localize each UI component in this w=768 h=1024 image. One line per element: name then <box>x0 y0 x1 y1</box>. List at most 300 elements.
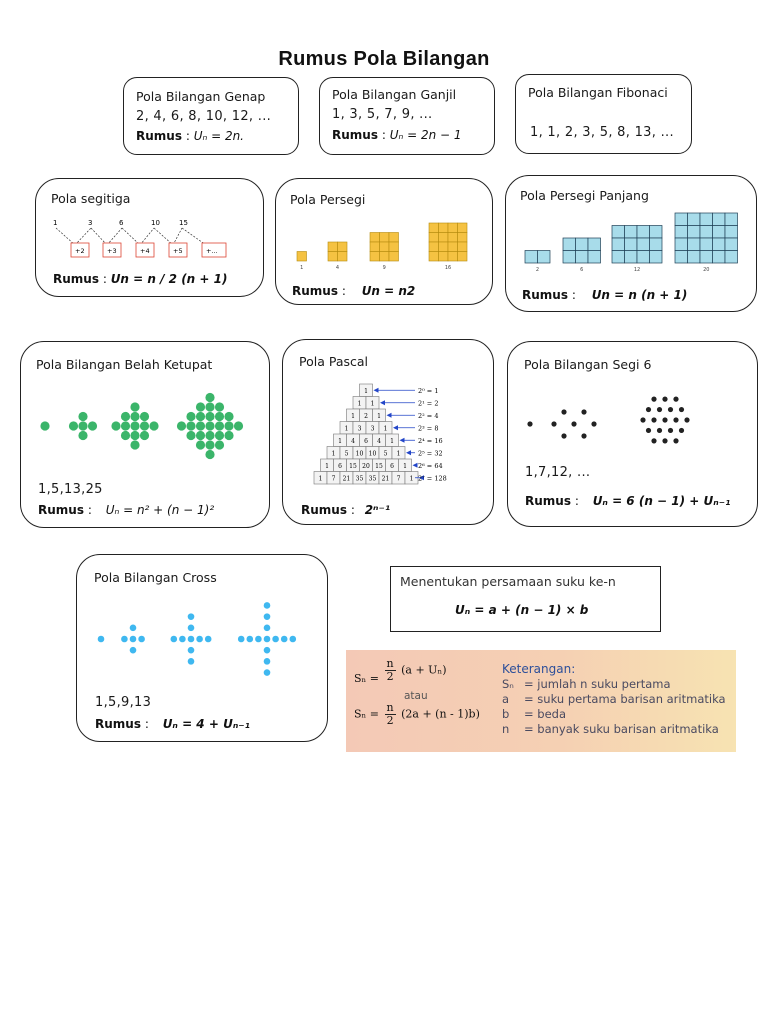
square-cell <box>448 242 458 252</box>
cross-dot <box>188 636 195 643</box>
pascal-row-sum: 2⁶ = 64 <box>418 462 443 470</box>
hex-dot <box>657 407 662 412</box>
ketupat-dot <box>186 412 195 421</box>
rect-cell <box>563 251 576 264</box>
step-label: +3 <box>107 247 117 255</box>
hex-dot <box>571 421 576 426</box>
item-symbol: a <box>502 692 510 706</box>
rect-cell <box>650 251 663 264</box>
pascal-value: 7 <box>331 475 336 483</box>
square-value: 16 <box>444 265 452 271</box>
card-persegi-panjang <box>505 175 757 312</box>
pascal-value: 4 <box>351 438 355 445</box>
rect-cell <box>563 238 576 251</box>
ketupat-dot <box>130 440 139 449</box>
ketupat-dot <box>130 402 139 411</box>
square-cell <box>448 252 458 262</box>
rect-cell <box>625 238 638 251</box>
card-persegi-panjang-label: Pola Persegi Panjang <box>520 188 649 203</box>
pascal-value: 1 <box>344 425 349 433</box>
persegi-panjang-diagram <box>523 212 743 274</box>
formula-sn-2 <box>354 702 480 727</box>
hex-dot <box>679 428 684 433</box>
card-segitiga-formula <box>53 272 227 286</box>
step-label: +2 <box>75 247 85 255</box>
rumus-colon: : <box>102 272 107 286</box>
pascal-value: 1 <box>357 400 362 408</box>
card-ketupat-label: Pola Bilangan Belah Ketupat <box>36 357 213 372</box>
rumus-label: Rumus <box>95 717 141 731</box>
pascal-value: 35 <box>368 475 377 483</box>
item-desc: = beda <box>524 707 567 721</box>
rect-cell <box>576 251 589 264</box>
card-persegi-panjang-formula <box>522 288 687 302</box>
formula-text: Uₙ = a + (n − 1) × b <box>455 603 589 617</box>
square-cell <box>389 252 399 262</box>
jumlah-formula-block <box>352 658 492 746</box>
ketupat-dot <box>140 421 149 430</box>
square-cell <box>370 233 380 243</box>
cross-dot <box>281 636 288 643</box>
card-fibonaci-label: Pola Bilangan Fibonaci <box>528 85 668 100</box>
rect-cell <box>713 226 726 239</box>
card-fibonaci-sequence: 1, 1, 2, 3, 5, 8, 13, ... <box>530 125 674 140</box>
pascal-value: 5 <box>344 450 349 458</box>
formula-sn-1 <box>354 658 447 683</box>
pascal-arrowhead <box>400 438 405 443</box>
rect-cell <box>700 226 713 239</box>
square-value: 1 <box>300 265 304 271</box>
keterangan-item <box>502 722 726 737</box>
rect-value: 12 <box>633 267 641 273</box>
pascal-formula-clip <box>299 501 419 515</box>
rect-cell <box>625 251 638 264</box>
card-pascal-label: Pola Pascal <box>299 354 369 369</box>
pascal-value: 10 <box>368 450 377 458</box>
ketupat-dot <box>205 440 214 449</box>
square-cell <box>458 233 468 243</box>
hex-dot <box>591 421 596 426</box>
rect-cell <box>700 251 713 264</box>
cross-dot <box>138 636 145 643</box>
hex-dot <box>561 433 566 438</box>
pascal-value: 1 <box>370 400 375 408</box>
hex-dot <box>684 417 689 422</box>
ketupat-dot <box>224 431 233 440</box>
ketupat-dot <box>205 450 214 459</box>
square-cell <box>389 242 399 252</box>
cross-dot <box>130 636 137 643</box>
ketupat-dot <box>196 402 205 411</box>
persamaan-formula <box>455 603 588 617</box>
pascal-value: 1 <box>338 438 342 445</box>
rumus-colon: : <box>87 503 92 517</box>
ketupat-dot <box>177 421 186 430</box>
frac-num: n <box>386 657 394 670</box>
rect-cell <box>688 226 701 239</box>
square-cell <box>429 223 439 233</box>
pascal-row-sum: 2⁵ = 32 <box>418 449 443 458</box>
formula-text: Uₙ = 2n. <box>193 129 244 143</box>
card-persegi-label: Pola Persegi <box>290 192 366 207</box>
pascal-value: 21 <box>381 475 390 483</box>
rect-cell <box>538 251 551 264</box>
ketupat-dot <box>205 421 214 430</box>
frac-den: 2 <box>386 670 394 683</box>
rect-cell <box>700 213 713 226</box>
pascal-row-sum: 2⁷ = 128 <box>418 474 447 483</box>
hex-dot <box>640 417 645 422</box>
item-desc: = banyak suku barisan aritmatika <box>524 722 719 736</box>
top-number: 3 <box>88 219 93 227</box>
hex-dot <box>581 409 586 414</box>
item-symbol: b <box>502 707 510 721</box>
pascal-value: 35 <box>355 475 364 483</box>
ketupat-dot <box>205 431 214 440</box>
square-cell <box>439 242 449 252</box>
hex-dot <box>646 428 651 433</box>
card-persegi <box>275 178 493 305</box>
rect-cell <box>637 251 650 264</box>
item-desc: = jumlah n suku pertama <box>524 677 671 691</box>
step-label: +4 <box>140 247 150 255</box>
rect-value: 20 <box>703 267 710 273</box>
square-cell <box>429 242 439 252</box>
keterangan-item <box>502 707 726 722</box>
sn-label: Sₙ = <box>354 671 380 685</box>
square-cell <box>448 223 458 233</box>
keterangan-item <box>502 692 726 707</box>
ketupat-dot <box>130 421 139 430</box>
card-pascal <box>282 339 494 525</box>
segi6-diagram <box>522 384 744 460</box>
cross-dot <box>205 636 212 643</box>
step-label: +... <box>206 247 218 255</box>
ketupat-dot <box>130 431 139 440</box>
hex-dot <box>662 397 667 402</box>
pascal-value: 15 <box>375 463 383 470</box>
card-ketupat-sequence: 1,5,13,25 <box>38 482 103 497</box>
pascal-value: 7 <box>396 475 401 483</box>
segitiga-diagram <box>48 215 253 267</box>
hex-dot <box>651 438 656 443</box>
pascal-value: 1 <box>325 463 329 470</box>
hex-dot <box>668 407 673 412</box>
rumus-colon: : <box>144 717 149 731</box>
rect-cell <box>725 238 738 251</box>
rect-value: 2 <box>535 267 540 273</box>
formula-text: Un = n (n + 1) <box>591 288 688 302</box>
card-segi6-sequence: 1,7,12, ... <box>525 465 591 480</box>
cross-dot <box>121 636 128 643</box>
ketupat-dot <box>88 421 97 430</box>
formula-text: Uₙ = 6 (n − 1) + Uₙ₋₁ <box>592 494 731 508</box>
card-fibonaci <box>515 74 692 154</box>
card-ganjil-formula <box>332 128 462 142</box>
square-cell <box>338 242 348 252</box>
rumus-colon: : <box>574 494 579 508</box>
square-cell <box>338 252 348 262</box>
pascal-value: 1 <box>318 475 323 483</box>
ketupat-dot <box>196 412 205 421</box>
rumus-label: Rumus <box>53 272 99 286</box>
pascal-value: 6 <box>364 438 368 445</box>
keterangan-heading: Keterangan: <box>502 662 576 676</box>
square-cell <box>429 252 439 262</box>
ketupat-dot <box>69 421 78 430</box>
zigzag-line <box>122 228 140 245</box>
rect-cell <box>688 251 701 264</box>
pascal-row-sum: 2¹ = 2 <box>418 399 439 408</box>
pascal-arrowhead <box>413 463 418 468</box>
rect-cell <box>675 238 688 251</box>
pascal-value: 1 <box>351 413 355 420</box>
card-ganjil-label: Pola Bilangan Ganjil <box>332 87 457 102</box>
hex-dot <box>679 407 684 412</box>
card-segitiga-label: Pola segitiga <box>51 191 131 206</box>
rumus-colon: : <box>571 288 576 302</box>
ketupat-dot <box>111 421 120 430</box>
ketupat-dot <box>121 412 130 421</box>
square-value: 4 <box>335 265 340 271</box>
cross-dot <box>264 625 271 632</box>
rect-cell <box>588 251 601 264</box>
pascal-value: 1 <box>331 450 336 458</box>
square-cell <box>297 252 307 262</box>
ketupat-dot <box>186 421 195 430</box>
rumus-label: Rumus <box>38 503 84 517</box>
rect-cell <box>713 238 726 251</box>
formula-rest: (a + Uₙ) <box>401 663 447 677</box>
rect-cell <box>612 238 625 251</box>
formula-text: Uₙ = 4 + Uₙ₋₁ <box>162 717 250 731</box>
pascal-arrowhead <box>393 425 398 430</box>
square-cell <box>380 242 390 252</box>
keterangan-panel <box>346 650 736 752</box>
hex-dot <box>668 428 673 433</box>
ketupat-dot <box>215 431 224 440</box>
ketupat-dot <box>224 421 233 430</box>
item-symbol: n <box>502 722 510 736</box>
square-cell <box>370 252 380 262</box>
hex-dot <box>651 417 656 422</box>
keterangan-item <box>502 677 726 692</box>
ketupat-dot <box>215 440 224 449</box>
hex-dot <box>657 428 662 433</box>
pascal-value: 1 <box>364 388 368 395</box>
pascal-value: 15 <box>349 463 357 470</box>
card-genap-label: Pola Bilangan Genap <box>136 89 266 104</box>
rumus-label: Rumus <box>136 129 182 143</box>
ketupat-dot <box>224 412 233 421</box>
square-cell <box>439 223 449 233</box>
rumus-colon: : <box>381 128 386 142</box>
card-cross-label: Pola Bilangan Cross <box>94 570 217 585</box>
top-number: 10 <box>151 219 160 227</box>
rect-cell <box>612 226 625 239</box>
top-number: 1 <box>53 219 58 227</box>
ketupat-dot <box>196 421 205 430</box>
square-cell <box>380 233 390 243</box>
rumus-label: Rumus <box>522 288 568 302</box>
cross-dot <box>188 613 195 620</box>
ketupat-dot <box>205 402 214 411</box>
card-ketupat <box>20 341 270 528</box>
ketupat-dot <box>78 421 87 430</box>
ketupat-dot <box>140 431 149 440</box>
cross-dot <box>130 625 137 632</box>
ketupat-dot <box>196 440 205 449</box>
square-value: 9 <box>382 265 386 271</box>
ketupat-dot <box>121 421 130 430</box>
card-ganjil <box>319 77 495 155</box>
square-cell <box>458 223 468 233</box>
hex-dot <box>673 397 678 402</box>
rect-cell <box>637 238 650 251</box>
cross-dot <box>255 636 262 643</box>
hex-dot <box>662 438 667 443</box>
cross-dot <box>171 636 178 643</box>
zigzag-line <box>56 228 75 245</box>
ketupat-dot <box>205 393 214 402</box>
card-genap-sequence: 2, 4, 6, 8, 10, 12, ... <box>136 109 272 124</box>
pascal-value: 2 <box>364 413 368 420</box>
ketupat-dot <box>78 431 87 440</box>
square-cell <box>429 233 439 243</box>
pascal-value: 1 <box>396 450 401 458</box>
pascal-value: 3 <box>357 425 362 433</box>
rect-cell <box>588 238 601 251</box>
pascal-value: 1 <box>390 438 394 445</box>
hex-dot <box>673 417 678 422</box>
pascal-value: 1 <box>383 425 388 433</box>
pascal-arrowhead <box>387 413 392 418</box>
formula-text: Uₙ = n² + (n − 1)² <box>105 503 215 517</box>
pascal-value: 1 <box>377 413 381 420</box>
rect-cell <box>612 251 625 264</box>
ketupat-dot <box>130 412 139 421</box>
ketupat-dot <box>205 412 214 421</box>
cross-dot <box>272 636 279 643</box>
top-number: 15 <box>179 219 188 227</box>
cross-dot <box>196 636 203 643</box>
rumus-colon: : <box>350 503 355 515</box>
ketupat-dot <box>121 431 130 440</box>
card-persegi-formula <box>292 284 415 298</box>
card-segitiga <box>35 178 264 297</box>
keterangan-list <box>502 662 726 737</box>
sn-label: Sₙ = <box>354 707 380 721</box>
zigzag-line <box>182 228 206 245</box>
item-symbol: Sₙ <box>502 677 514 691</box>
square-cell <box>458 252 468 262</box>
rect-cell <box>713 213 726 226</box>
cross-dot <box>264 636 271 643</box>
ketupat-diagram <box>35 382 257 472</box>
square-cell <box>458 242 468 252</box>
step-label: +5 <box>173 247 183 255</box>
card-ganjil-sequence: 1, 3, 5, 7, 9, ... <box>332 107 433 122</box>
cross-dot <box>264 647 271 654</box>
ketupat-dot <box>196 431 205 440</box>
hex-dot <box>527 421 532 426</box>
formula-text: 2ⁿ⁻¹ <box>364 503 391 515</box>
cross-dot <box>290 636 297 643</box>
ketupat-dot <box>215 421 224 430</box>
rumus-colon: : <box>185 129 190 143</box>
pascal-value: 5 <box>383 450 388 458</box>
rect-cell <box>637 226 650 239</box>
rect-cell <box>525 251 538 264</box>
zigzag-line <box>173 228 182 245</box>
formula-rest: (2a + (n - 1)b) <box>401 707 480 721</box>
ketupat-dot <box>149 421 158 430</box>
top-number: 6 <box>119 219 124 227</box>
pascal-triangle <box>301 384 487 492</box>
hex-dot <box>651 397 656 402</box>
card-segi6-label: Pola Bilangan Segi 6 <box>524 357 652 372</box>
rumus-label: Rumus <box>301 503 347 515</box>
hex-dot <box>662 417 667 422</box>
square-cell <box>370 242 380 252</box>
rect-cell <box>650 226 663 239</box>
persamaan-box <box>390 566 661 632</box>
square-cell <box>439 252 449 262</box>
cross-dot <box>264 669 271 676</box>
ketupat-dot <box>140 412 149 421</box>
pascal-row-sum: 2³ = 8 <box>418 424 439 433</box>
card-cross <box>76 554 328 742</box>
zigzag-line <box>140 228 154 245</box>
fraction <box>385 658 396 683</box>
square-cell <box>389 233 399 243</box>
pascal-value: 3 <box>370 425 375 433</box>
frac-den: 2 <box>386 714 394 727</box>
cross-dot <box>247 636 254 643</box>
ketupat-dot <box>215 402 224 411</box>
rect-cell <box>625 226 638 239</box>
pascal-row-sum: 2⁰ = 1 <box>418 387 439 395</box>
rect-cell <box>688 213 701 226</box>
square-cell <box>328 242 338 252</box>
pascal-value: 21 <box>342 475 351 483</box>
rumus-colon: : <box>341 284 346 298</box>
zigzag-line <box>107 228 122 245</box>
square-cell <box>439 233 449 243</box>
cross-dot <box>238 636 245 643</box>
rect-cell <box>700 238 713 251</box>
ketupat-dot <box>186 431 195 440</box>
rect-cell <box>725 213 738 226</box>
formula-text: Un = n2 <box>361 284 416 298</box>
persamaan-heading: Menentukan persamaan suku ke-n <box>400 574 616 589</box>
pascal-row-sum: 2² = 4 <box>418 412 439 420</box>
zigzag-line <box>91 228 107 245</box>
hex-dot <box>673 438 678 443</box>
cross-dot <box>98 636 105 643</box>
rect-cell <box>688 238 701 251</box>
cross-dot <box>188 658 195 665</box>
pascal-value: 1 <box>409 475 414 483</box>
rect-cell <box>675 251 688 264</box>
rumus-label: Rumus <box>332 128 378 142</box>
rect-cell <box>650 238 663 251</box>
pascal-value: 6 <box>390 463 394 470</box>
rect-value: 6 <box>580 267 584 273</box>
card-genap <box>123 77 299 155</box>
card-genap-formula <box>136 129 244 143</box>
pascal-value: 1 <box>403 463 407 470</box>
